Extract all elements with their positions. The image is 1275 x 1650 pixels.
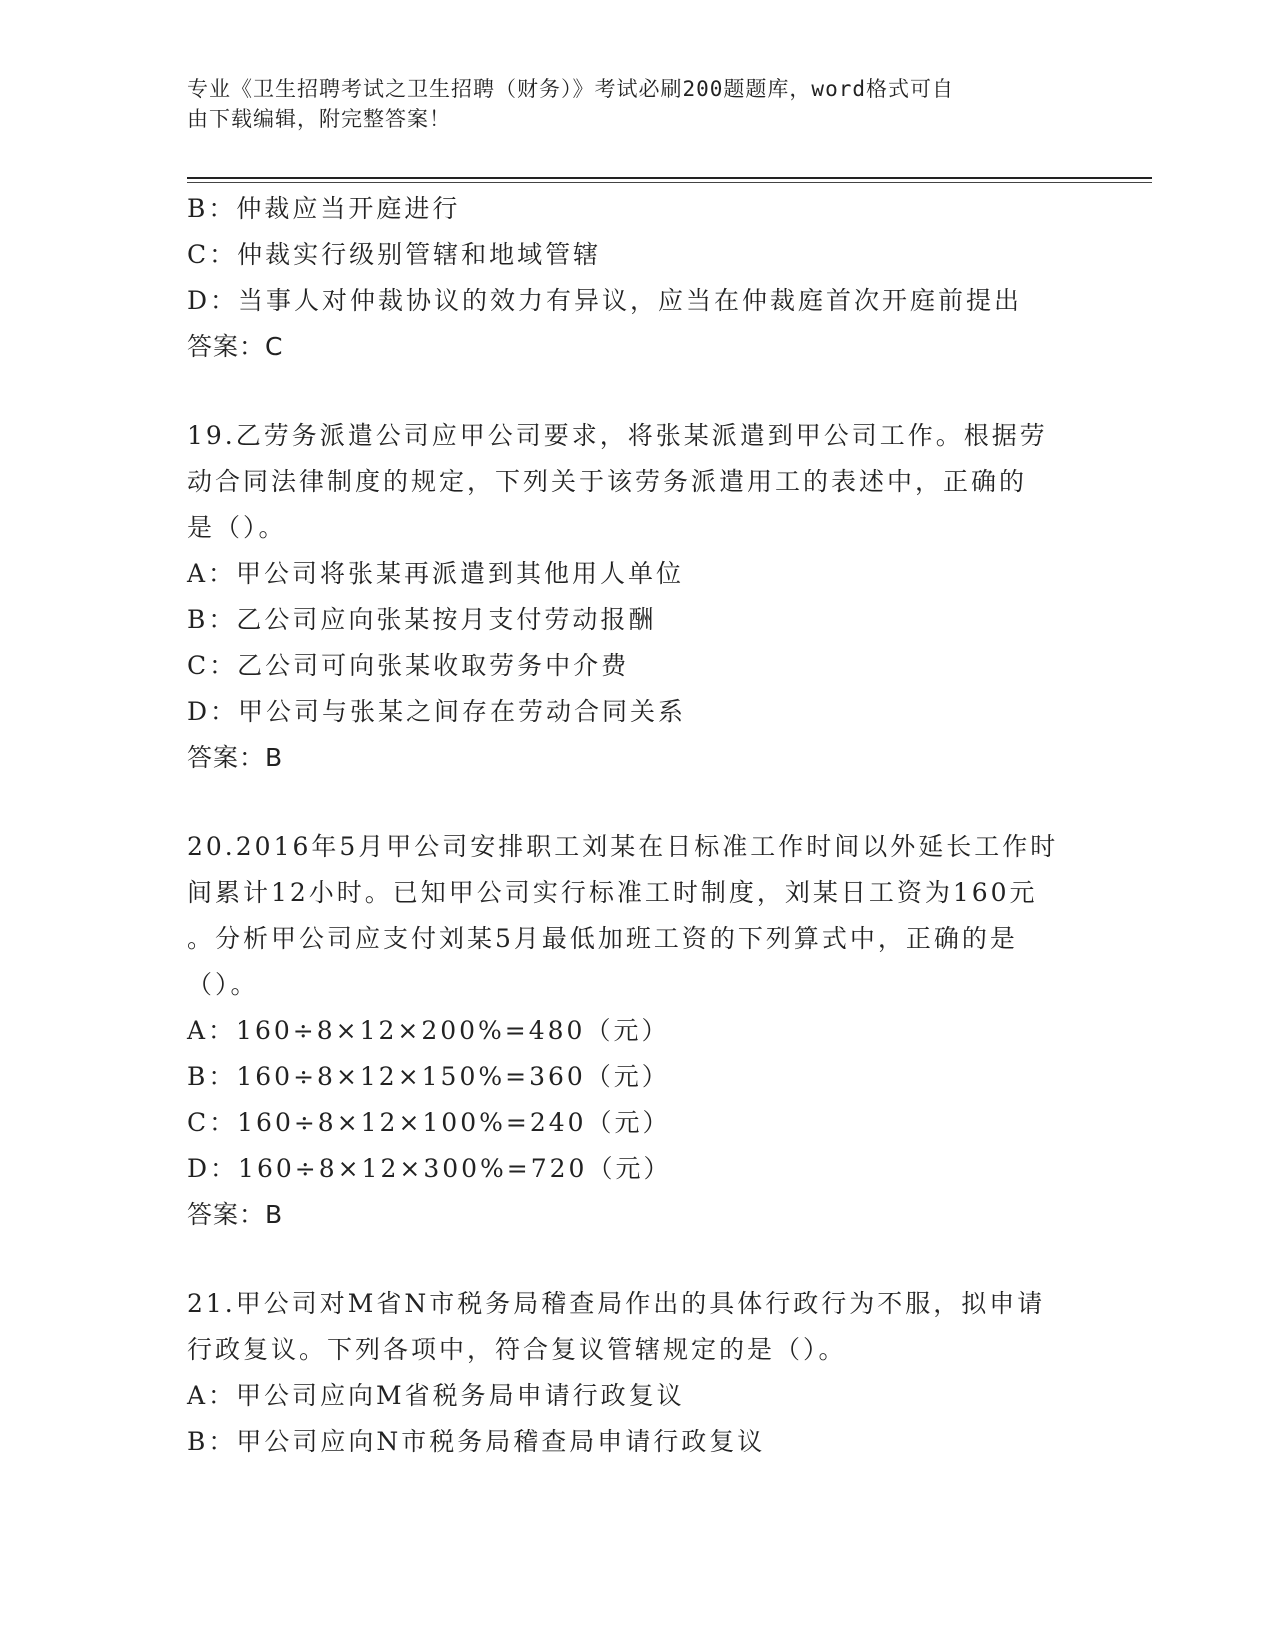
option-b: B：160÷8×12×150%=360（元）	[187, 1062, 670, 1091]
question-text-line: 。分析甲公司应支付刘某5月最低加班工资的下列算式中，正确的是	[187, 924, 1018, 953]
answer-line: 答案：B	[187, 1200, 284, 1229]
option-a: A：甲公司应向M省税务局申请行政复议	[187, 1381, 685, 1410]
option-a: A：160÷8×12×200%=480（元）	[187, 1016, 670, 1045]
spacer	[187, 781, 1082, 824]
question-text-line: （）。	[187, 970, 259, 999]
question-text-line: 是（）。	[187, 513, 287, 542]
document-body	[187, 186, 1082, 1465]
document-header	[187, 74, 1067, 134]
question-18-tail	[187, 186, 1082, 370]
question-text-line: 行政复议。下列各项中，符合复议管辖规定的是（）。	[187, 1335, 847, 1364]
option-a: A：甲公司将张某再派遣到其他用人单位	[187, 559, 685, 588]
question-19	[187, 413, 1082, 781]
question-text-line: 19.乙劳务派遣公司应甲公司要求，将张某派遣到甲公司工作。根据劳	[187, 421, 1048, 450]
option-c: C：160÷8×12×100%=240（元）	[187, 1108, 671, 1137]
option-b: B：甲公司应向N市税务局稽查局申请行政复议	[187, 1427, 766, 1456]
option-b: B：仲裁应当开庭进行	[187, 194, 461, 223]
option-c: C：乙公司可向张某收取劳务中介费	[187, 651, 630, 680]
question-text-line: 21.甲公司对M省N市税务局稽查局作出的具体行政行为不服，拟申请	[187, 1289, 1046, 1318]
spacer	[187, 1238, 1082, 1281]
answer-line: 答案：B	[187, 743, 284, 772]
header-line-1: 专业《卫生招聘考试之卫生招聘（财务）》考试必刷200题题库，word格式可自	[187, 77, 954, 101]
answer-line: 答案：C	[187, 332, 284, 361]
option-d: D：当事人对仲裁协议的效力有异议，应当在仲裁庭首次开庭前提出	[187, 286, 1023, 315]
header-divider-thick	[187, 177, 1152, 179]
option-d: D：甲公司与张某之间存在劳动合同关系	[187, 697, 687, 726]
question-21	[187, 1281, 1082, 1465]
question-20	[187, 824, 1082, 1238]
question-text-line: 动合同法律制度的规定，下列关于该劳务派遣用工的表述中，正确的	[187, 467, 1028, 496]
question-text-line: 间累计12小时。已知甲公司实行标准工时制度，刘某日工资为160元	[187, 878, 1038, 907]
option-b: B：乙公司应向张某按月支付劳动报酬	[187, 605, 657, 634]
header-line-2: 由下载编辑，附完整答案！	[187, 107, 451, 131]
option-c: C：仲裁实行级别管辖和地域管辖	[187, 240, 602, 269]
header-divider-thin	[187, 182, 1152, 183]
option-d: D：160÷8×12×300%=720（元）	[187, 1154, 672, 1183]
spacer	[187, 370, 1082, 413]
question-text-line: 20.2016年5月甲公司安排职工刘某在日标准工作时间以外延长工作时	[187, 832, 1059, 861]
